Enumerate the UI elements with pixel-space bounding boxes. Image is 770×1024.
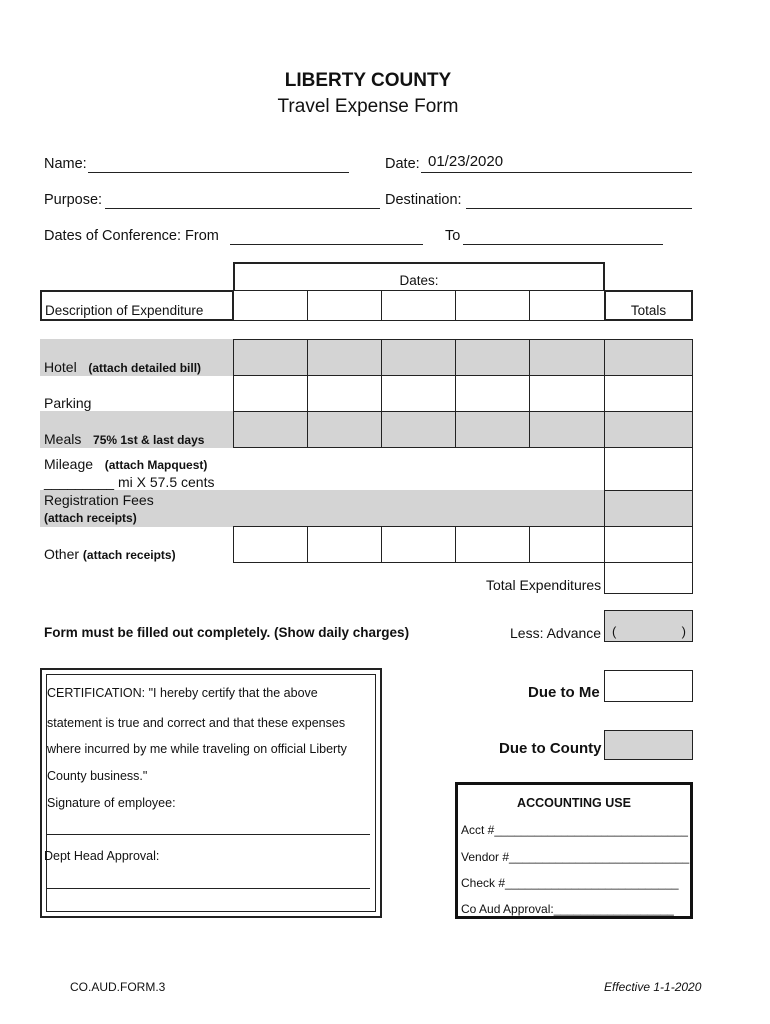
date-field[interactable] xyxy=(421,172,692,173)
other-text: Other xyxy=(44,546,80,562)
cert-line-2: statement is true and correct and that these expenses xyxy=(47,716,346,730)
hotel-label xyxy=(44,359,201,375)
vendor-number[interactable]: Vendor #___________________________ xyxy=(461,850,690,864)
name-label: Name: xyxy=(44,156,87,172)
conference-from-label: Dates of Conference: From xyxy=(44,228,219,244)
totals-header-box xyxy=(604,290,693,321)
check-number[interactable]: Check #__________________________ xyxy=(461,876,679,890)
hotel-cell-3[interactable] xyxy=(381,339,456,376)
registration-label: Registration Fees xyxy=(44,492,154,508)
mileage-text: Mileage xyxy=(44,456,94,472)
meals-cell-1[interactable] xyxy=(233,411,308,448)
name-field[interactable] xyxy=(88,172,349,173)
mileage-rate: _________ mi X 57.5 cents xyxy=(44,474,215,490)
date-column-4[interactable] xyxy=(455,290,530,321)
meals-cell-3[interactable] xyxy=(381,411,456,448)
mileage-label xyxy=(44,456,207,472)
date-column-1[interactable] xyxy=(233,290,308,321)
other-label xyxy=(44,546,176,562)
parking-cell-1[interactable] xyxy=(233,375,308,412)
hotel-cell-5[interactable] xyxy=(529,339,605,376)
advance-paren-close: ) xyxy=(681,624,686,639)
dept-head-line[interactable] xyxy=(46,888,370,889)
other-cell-5[interactable] xyxy=(529,526,605,563)
other-cell-2[interactable] xyxy=(307,526,382,563)
conference-from-field[interactable] xyxy=(230,244,423,245)
other-total[interactable] xyxy=(604,526,693,563)
acct-number[interactable]: Acct #_____________________________ xyxy=(461,823,688,837)
meals-cell-4[interactable] xyxy=(455,411,530,448)
meals-text: Meals xyxy=(44,431,82,447)
registration-total[interactable] xyxy=(604,490,693,527)
description-header-box xyxy=(40,290,234,321)
dates-header: Dates: xyxy=(399,273,439,288)
date-column-2[interactable] xyxy=(307,290,382,321)
meals-cell-2[interactable] xyxy=(307,411,382,448)
cert-line-1: CERTIFICATION: "I hereby certify that the above xyxy=(47,686,318,700)
form-title: Travel Expense Form xyxy=(277,96,459,117)
less-advance-label: Less: Advance xyxy=(510,625,602,641)
destination-field[interactable] xyxy=(466,208,692,209)
signature-line[interactable] xyxy=(46,834,370,835)
purpose-field[interactable] xyxy=(105,208,380,209)
meals-note: 75% 1st & last days xyxy=(93,433,205,447)
hotel-cell-4[interactable] xyxy=(455,339,530,376)
purpose-label: Purpose: xyxy=(44,192,103,208)
complete-notice: Form must be filled out completely. (Show daily charges) xyxy=(44,625,410,640)
parking-cell-2[interactable] xyxy=(307,375,382,412)
meals-cell-5[interactable] xyxy=(529,411,605,448)
other-cell-3[interactable] xyxy=(381,526,456,563)
parking-cell-4[interactable] xyxy=(455,375,530,412)
parking-total[interactable] xyxy=(604,375,693,412)
certification-box xyxy=(40,668,382,918)
accounting-title: ACCOUNTING USE xyxy=(517,796,631,810)
mileage-note: (attach Mapquest) xyxy=(104,458,208,472)
signature-label: Signature of employee: xyxy=(47,796,176,810)
co-aud-approval[interactable]: Co Aud Approval:__________________ xyxy=(461,902,674,916)
due-to-county-box[interactable] xyxy=(604,730,693,760)
effective-date: Effective 1-1-2020 xyxy=(604,980,702,994)
date-label: Date: xyxy=(385,156,420,172)
dates-header-box xyxy=(233,262,605,292)
due-to-me-box[interactable] xyxy=(604,670,693,702)
due-to-me-label: Due to Me xyxy=(528,684,600,701)
other-cell-1[interactable] xyxy=(233,526,308,563)
hotel-cell-1[interactable] xyxy=(233,339,308,376)
total-expenditures-label: Total Expenditures xyxy=(486,577,602,593)
parking-cell-3[interactable] xyxy=(381,375,456,412)
advance-box[interactable] xyxy=(604,610,693,642)
county-title: LIBERTY COUNTY xyxy=(284,70,452,91)
hotel-total[interactable] xyxy=(604,339,693,376)
other-cell-4[interactable] xyxy=(455,526,530,563)
date-column-3[interactable] xyxy=(381,290,456,321)
conference-to-label: To xyxy=(445,228,461,244)
certification-inner-border xyxy=(46,674,376,912)
hotel-note: (attach detailed bill) xyxy=(88,361,202,375)
mileage-total[interactable] xyxy=(604,447,693,491)
cert-line-3: where incurred by me while traveling on official Liberty xyxy=(47,742,347,756)
form-code: CO.AUD.FORM.3 xyxy=(70,980,166,994)
parking-cell-5[interactable] xyxy=(529,375,605,412)
advance-paren-open: ( xyxy=(612,624,617,639)
hotel-cell-2[interactable] xyxy=(307,339,382,376)
dept-head-label: Dept Head Approval: xyxy=(44,849,160,863)
parking-label: Parking xyxy=(44,395,92,411)
meals-total[interactable] xyxy=(604,411,693,448)
date-column-5[interactable] xyxy=(529,290,605,321)
conference-to-field[interactable] xyxy=(463,244,663,245)
total-expenditures-box[interactable] xyxy=(604,562,693,594)
other-note: (attach receipts) xyxy=(82,548,176,562)
cert-line-4: County business." xyxy=(47,769,148,783)
hotel-text: Hotel xyxy=(44,359,77,375)
description-header: Description of Expenditure xyxy=(45,303,204,318)
date-value: 01/23/2020 xyxy=(428,153,504,170)
registration-note: (attach receipts) xyxy=(44,511,137,525)
due-to-county-label: Due to County xyxy=(499,740,602,757)
meals-label xyxy=(44,431,204,447)
destination-label: Destination: xyxy=(385,192,462,208)
totals-header: Totals xyxy=(630,303,667,318)
